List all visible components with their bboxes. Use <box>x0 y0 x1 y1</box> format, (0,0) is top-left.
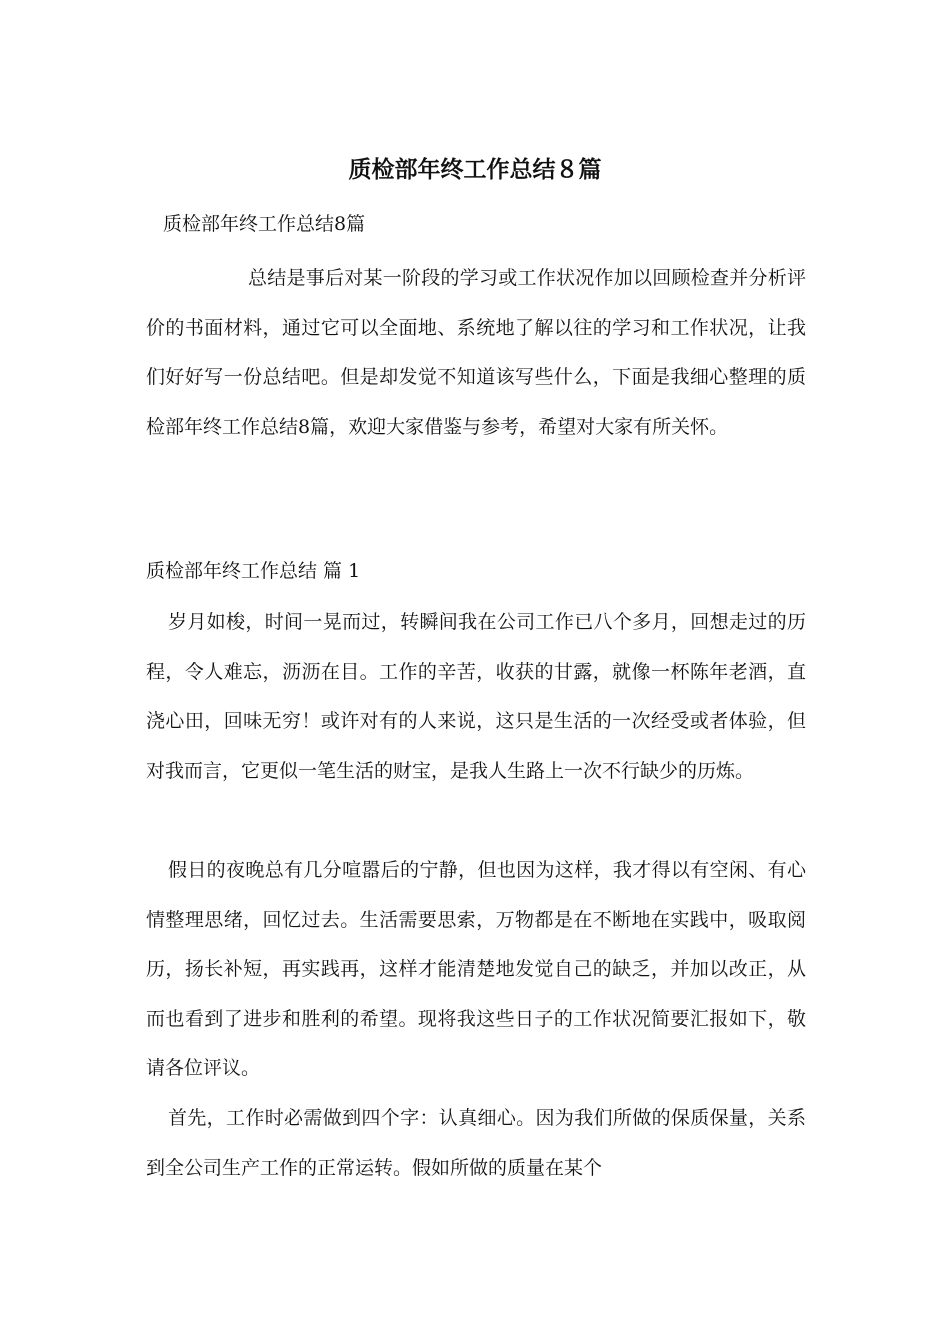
intro-paragraph: 总结是事后对某一阶段的学习或工作状况作加以回顾检查并分析评价的书面材料，通过它可以全面地、系统地了解以往的学习和工作状况，让我们好好写一份总结吧。但是却发觉不知道该写些什么，下面是我细心整理的质检部年终工作总结8篇，欢迎大家借鉴与参考，希望对大家有所关怀。 <box>146 267 806 438</box>
document-title: 质检部年终工作总结８篇 <box>348 157 602 183</box>
body-paragraph: 首先，工作时必需做到四个字：认真细心。因为我们所做的保质保量，关系到全公司生产工作的正常运转。假如所做的质量在某个 <box>146 1107 806 1179</box>
document-subtitle: 质检部年终工作总结8篇 <box>163 213 366 235</box>
body-paragraph: 岁月如梭，时间一晃而过，转瞬间我在公司工作已八个多月，回想走过的历程，令人难忘，沥沥在目。工作的辛苦，收获的甘露，就像一杯陈年老酒，直浇心田，回味无穷！或许对有的人来说，这只是生活的一次经受或者体验，但对我而言，它更似一笔生活的财宝，是我人生路上一次不行缺少的历炼。 <box>146 611 806 782</box>
body-paragraph: 假日的夜晚总有几分喧嚣后的宁静，但也因为这样，我才得以有空闲、有心情整理思绪，回忆过去。生活需要思索，万物都是在不断地在实践中，吸取阅历，扬长补短，再实践再，这样才能清楚地发觉自己的缺乏，并加以改正，从而也看到了进步和胜利的希望。现将我这些日子的工作状况简要汇报如下，敬请各位评议。 <box>146 859 806 1079</box>
section-heading: 质检部年终工作总结 篇 1 <box>146 560 361 582</box>
